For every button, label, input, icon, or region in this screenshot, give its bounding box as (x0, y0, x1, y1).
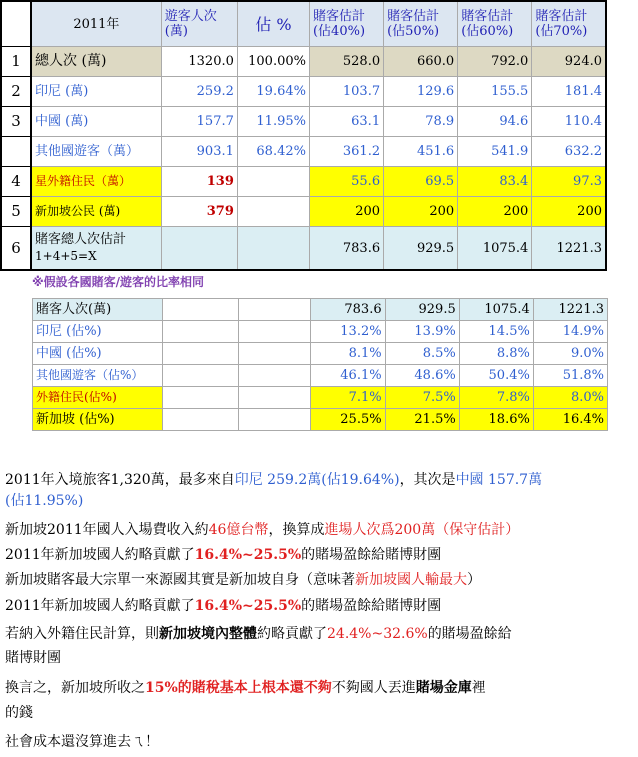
row-number: 2 (1, 77, 31, 107)
text-span: 16.4%~25.5% (194, 547, 302, 563)
text-span: 新加坡2011年國人入場費收入約 (5, 522, 209, 538)
paragraph-1-cont (5, 491, 83, 511)
text-span: 的錢 (5, 705, 33, 721)
cell-est70: 632.2 (532, 137, 606, 167)
header-share: 佔 % (237, 1, 309, 47)
paragraph-7-cont (5, 703, 33, 723)
row-label: 新加坡公民 (萬) (31, 197, 161, 227)
empty-cell (239, 387, 311, 409)
paragraph-4 (5, 570, 481, 590)
text-span: 新加坡賭客最大宗單一來源國其實是新加坡自身（意味著 (5, 572, 355, 588)
text-span: 的賭場盈餘給 (427, 626, 512, 642)
text-span: 約略貢獻了 (257, 626, 327, 642)
table-row (1, 47, 606, 77)
cell-est60: 541.9 (458, 137, 532, 167)
cell-est40: 8.1% (311, 343, 385, 365)
cell-share: 100.00% (237, 47, 309, 77)
cell-est40: 200 (309, 197, 383, 227)
text-span: 賭場金庫 (415, 680, 472, 696)
cell-est60: 94.6 (458, 107, 532, 137)
cell-est50: 7.5% (385, 387, 459, 409)
table-row (1, 167, 606, 197)
gambler-share-table (32, 298, 608, 431)
paragraph-7 (5, 678, 486, 698)
paragraph-5 (5, 596, 441, 616)
paragraph-8 (5, 732, 159, 752)
cell-est70: 8.0% (533, 387, 607, 409)
row-number: 4 (1, 167, 31, 197)
text-span: ，換算成 (268, 522, 325, 538)
header-visitors: 遊客人次 (萬) (161, 1, 237, 47)
text-span: 2011年新加坡國人約略貢獻了 (5, 598, 195, 614)
row-label: 中國 (萬) (31, 107, 161, 137)
cell-est60: 50.4% (459, 365, 533, 387)
cell-share: 19.64% (237, 77, 309, 107)
assumption-note: ※假設各國賭客/遊客的比率相同 (32, 275, 205, 289)
cell-est60: 792.0 (458, 47, 532, 77)
cell-est50: 451.6 (384, 137, 458, 167)
cell-est60: 8.8% (459, 343, 533, 365)
empty-cell (163, 299, 239, 321)
total-label: 賭客總人次估計 (35, 232, 127, 247)
row-label (31, 227, 161, 271)
table-row (33, 321, 608, 343)
empty-cell (239, 299, 311, 321)
gambler-estimate-table (0, 0, 607, 271)
cell-est50: 69.5 (384, 167, 458, 197)
cell-est40: 25.5% (311, 409, 385, 431)
header-est40: 賭客估計 (佔40%) (309, 1, 383, 47)
empty-cell (239, 321, 311, 343)
cell-est70: 1221.3 (532, 227, 606, 271)
text-span: ，其次是 (399, 472, 456, 488)
cell-est50: 21.5% (385, 409, 459, 431)
paragraph-1 (5, 470, 542, 490)
cell-est50: 200 (384, 197, 458, 227)
table-row (33, 365, 608, 387)
row-label: 其他國遊客（萬） (31, 137, 161, 167)
cell-est40: 783.6 (311, 299, 385, 321)
paragraph-6 (5, 624, 512, 644)
row-label: 印尼 (佔%) (33, 321, 163, 343)
text-span: (佔11.95%) (5, 493, 84, 509)
text-span: 印尼 259.2萬(佔19.64%) (234, 472, 400, 488)
text-span: 16.4%~25.5% (194, 598, 302, 614)
table-row (1, 137, 606, 167)
row-label: 總人次 (萬) (31, 47, 161, 77)
row-label: 外籍住民(佔%) (33, 387, 163, 409)
cell-est50: 13.9% (385, 321, 459, 343)
empty-cell (163, 343, 239, 365)
text-span: 2011年新加坡國人約略貢獻了 (5, 547, 195, 563)
text-span: 若納入外籍住民計算，則 (5, 626, 159, 642)
table-row (1, 197, 606, 227)
row-label: 星外籍住民（萬） (31, 167, 161, 197)
cell-visitors (161, 227, 237, 271)
cell-est60: 155.5 (458, 77, 532, 107)
text-span: 社會成本還沒算進去ㄟ！ (5, 734, 159, 750)
cell-visitors: 1320.0 (161, 47, 237, 77)
text-span: 的賭場盈餘給賭博財團 (301, 598, 442, 614)
empty-cell (239, 343, 311, 365)
table-row (1, 107, 606, 137)
cell-visitors: 157.7 (161, 107, 237, 137)
cell-est60: 1075.4 (458, 227, 532, 271)
text-span: 24.4%~32.6% (327, 626, 428, 642)
header-est70: 賭客估計 (佔70%) (532, 1, 606, 47)
text-span: 中國 157.7萬 (455, 472, 543, 488)
text-span: 賭博財團 (5, 650, 61, 666)
cell-est70: 924.0 (532, 47, 606, 77)
cell-est60: 7.8% (459, 387, 533, 409)
cell-est40: 55.6 (309, 167, 383, 197)
empty-cell (163, 387, 239, 409)
empty-cell (163, 365, 239, 387)
text-span: 15%的賭稅基本上根本還不夠 (145, 680, 332, 696)
cell-est50: 929.5 (384, 227, 458, 271)
row-label: 中國 (佔%) (33, 343, 163, 365)
row-label: 其他國遊客（佔%） (33, 365, 163, 387)
corner-cell (1, 1, 31, 47)
table-row-total (1, 227, 606, 271)
text-span: 46億台幣 (208, 522, 269, 538)
row-number: 5 (1, 197, 31, 227)
row-number (1, 137, 31, 167)
table-header-row (1, 1, 606, 47)
table-row (33, 343, 608, 365)
cell-visitors: 903.1 (161, 137, 237, 167)
cell-est60: 83.4 (458, 167, 532, 197)
cell-est40: 46.1% (311, 365, 385, 387)
table-row (33, 299, 608, 321)
cell-est70: 14.9% (533, 321, 607, 343)
cell-est40: 7.1% (311, 387, 385, 409)
empty-cell (163, 409, 239, 431)
text-span: 進場人次爲200萬（保守估計） (324, 522, 520, 538)
cell-est50: 660.0 (384, 47, 458, 77)
text-span: 2011年入境旅客1,320萬，最多來自 (5, 472, 235, 488)
cell-est60: 14.5% (459, 321, 533, 343)
cell-est50: 929.5 (385, 299, 459, 321)
total-formula: 1+4+5=X (35, 249, 97, 263)
cell-est40: 63.1 (309, 107, 383, 137)
table-row (1, 77, 606, 107)
row-number: 6 (1, 227, 31, 271)
row-number: 3 (1, 107, 31, 137)
row-label: 印尼 (萬) (31, 77, 161, 107)
row-label: 新加坡 (佔%) (33, 409, 163, 431)
cell-est50: 8.5% (385, 343, 459, 365)
cell-est40: 783.6 (309, 227, 383, 271)
header-year: 2011年 (31, 1, 161, 47)
text-span: 不夠國人丟進 (331, 680, 416, 696)
cell-visitors: 259.2 (161, 77, 237, 107)
cell-visitors: 139 (161, 167, 237, 197)
cell-visitors: 379 (161, 197, 237, 227)
cell-est40: 528.0 (309, 47, 383, 77)
paragraph-2 (5, 520, 519, 540)
row-label: 賭客人次(萬) (33, 299, 163, 321)
cell-est70: 181.4 (532, 77, 606, 107)
cell-est70: 16.4% (533, 409, 607, 431)
cell-est40: 103.7 (309, 77, 383, 107)
paragraph-3 (5, 545, 441, 565)
empty-cell (239, 409, 311, 431)
cell-est70: 1221.3 (533, 299, 607, 321)
cell-est50: 48.6% (385, 365, 459, 387)
cell-est70: 97.3 (532, 167, 606, 197)
text-span: 的賭場盈餘給賭博財團 (301, 547, 442, 563)
cell-est50: 129.6 (384, 77, 458, 107)
empty-cell (239, 365, 311, 387)
cell-est60: 18.6% (459, 409, 533, 431)
header-est60: 賭客估計 (佔60%) (458, 1, 532, 47)
cell-est60: 1075.4 (459, 299, 533, 321)
empty-cell (163, 321, 239, 343)
cell-share (237, 167, 309, 197)
cell-est70: 200 (532, 197, 606, 227)
text-span: 新加坡國人輸最大 (355, 572, 467, 588)
cell-est60: 200 (458, 197, 532, 227)
row-number: 1 (1, 47, 31, 77)
cell-est40: 361.2 (309, 137, 383, 167)
cell-est70: 9.0% (533, 343, 607, 365)
table-row (33, 409, 608, 431)
cell-share: 68.42% (237, 137, 309, 167)
cell-share (237, 197, 309, 227)
text-span: 換言之，新加坡所收之 (5, 680, 145, 696)
table-row (33, 387, 608, 409)
cell-share: 11.95% (237, 107, 309, 137)
cell-est70: 110.4 (532, 107, 606, 137)
text-span: 裡 (471, 680, 486, 696)
text-span: 新加坡境內整體 (159, 626, 257, 642)
cell-share (237, 227, 309, 271)
paragraph-6-cont (5, 648, 61, 668)
header-est50: 賭客估計 (佔50%) (384, 1, 458, 47)
cell-est70: 51.8% (533, 365, 607, 387)
cell-est40: 13.2% (311, 321, 385, 343)
cell-est50: 78.9 (384, 107, 458, 137)
text-span: ） (467, 572, 481, 588)
